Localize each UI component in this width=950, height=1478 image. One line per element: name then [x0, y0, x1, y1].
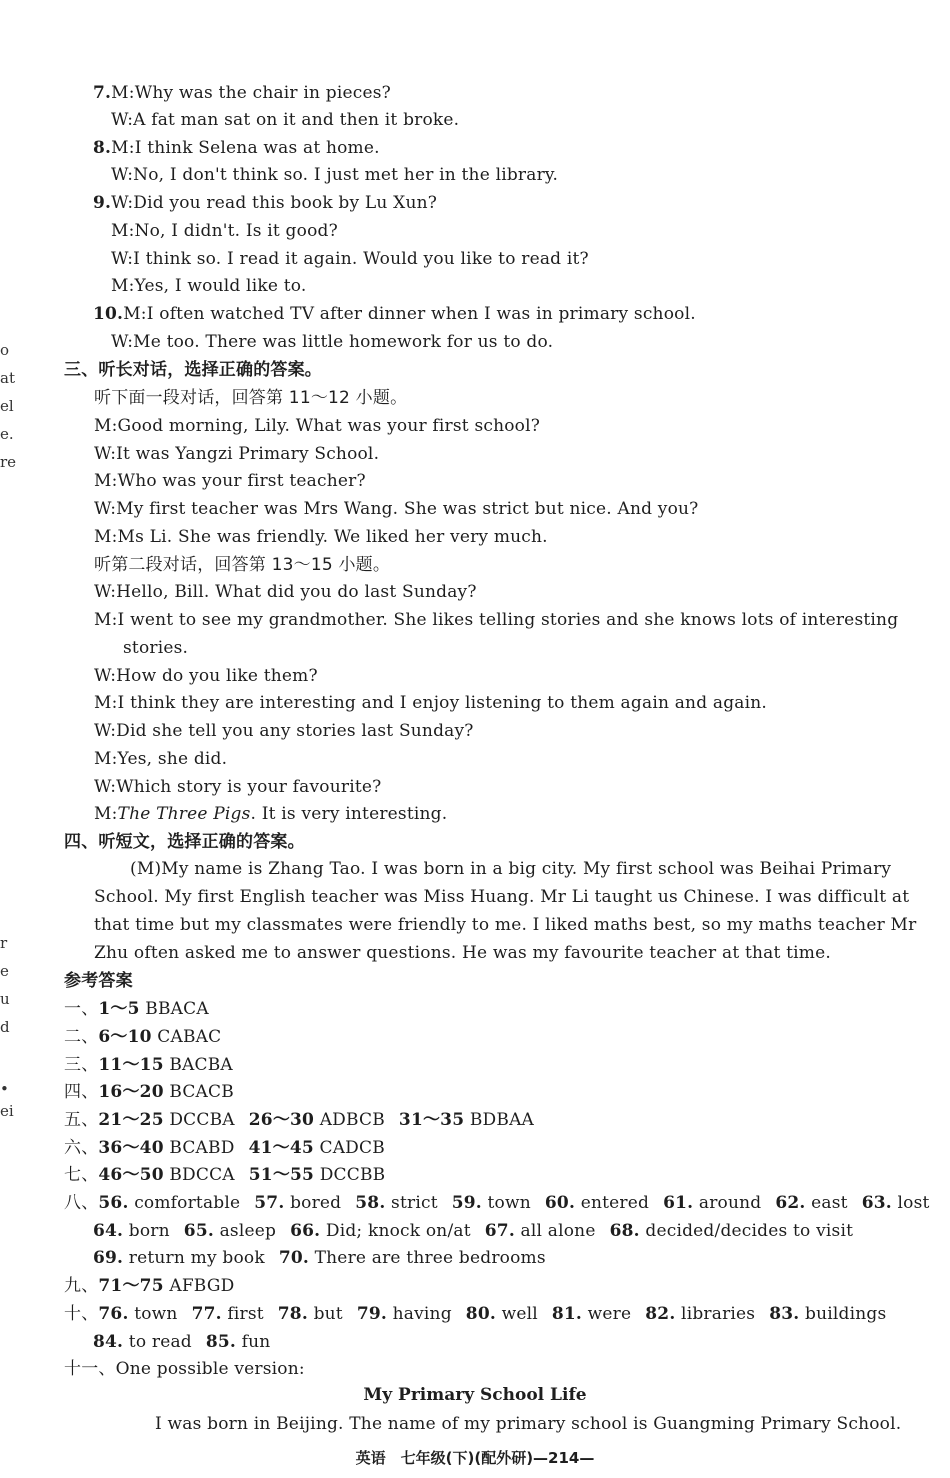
answer-value: town: [481, 1193, 531, 1213]
question-number: 61.: [663, 1193, 694, 1213]
section-number: 九、: [64, 1276, 99, 1296]
question-number: 58.: [355, 1193, 386, 1213]
item-number: 7.: [93, 83, 112, 103]
speaker-label: W:: [94, 721, 117, 741]
dialogue-text: Did you read this book by Lu Xun?: [133, 193, 438, 213]
question-number: 81.: [551, 1304, 583, 1324]
answer-value: asleep: [213, 1221, 277, 1241]
answer-value: CABAC: [151, 1027, 222, 1047]
dialogue-text: My first teacher was Mrs Wang. She was strict but nice. And you?: [116, 499, 699, 519]
dialogue-text: . It is very interesting.: [250, 804, 448, 824]
intro-text: 听下面一段对话，回答第 11～12 小题。: [94, 388, 408, 408]
speaker-label: W:: [111, 332, 134, 352]
item-number: 9.: [93, 193, 112, 213]
question-number: 51～55: [248, 1165, 315, 1185]
dialogue-text: It was Yangzi Primary School.: [116, 444, 380, 464]
question-number: 59.: [451, 1193, 482, 1213]
dialogue-text: Hello, Bill. What did you do last Sunday?: [116, 582, 477, 602]
section-number: 三、: [64, 1055, 99, 1075]
speaker-label: M:: [94, 610, 118, 630]
speaker-label: M:: [111, 276, 135, 296]
question-number: 6～10: [98, 1027, 152, 1047]
dialogue-text: Ms Li. She was friendly. We liked her very much.: [117, 527, 548, 547]
answer-value: town: [128, 1304, 178, 1324]
answer-value: born: [123, 1221, 170, 1241]
section-heading: [64, 358, 322, 382]
dialogue-line: [94, 497, 699, 521]
dialogue-line: [94, 525, 548, 549]
question-number: 56.: [98, 1193, 129, 1213]
dialogue-text: How do you like them?: [116, 666, 318, 686]
dialogue-line: [93, 302, 696, 326]
dialogue-line: [94, 664, 318, 688]
dialogue-text: Why was the chair in pieces?: [134, 83, 391, 103]
answer-value: BCABD: [163, 1138, 235, 1158]
question-number: 79.: [356, 1304, 388, 1324]
passage-line: [94, 885, 909, 909]
answer-value: comfortable: [128, 1193, 241, 1213]
answer-value: lost: [891, 1193, 930, 1213]
essay-title: My Primary School Life: [363, 1385, 587, 1405]
answer-row: [64, 1025, 221, 1049]
margin-fragment: ei: [0, 1102, 14, 1120]
answers-heading-text: 参考答案: [64, 971, 133, 991]
question-number: 62.: [775, 1193, 806, 1213]
speaker-label: M:: [94, 527, 118, 547]
passage-text: School. My first English teacher was Miss Huang. Mr Li taught us Chinese. I was difficult at: [94, 887, 910, 907]
dialogue-text: Which story is your favourite?: [116, 777, 382, 797]
question-number: 78.: [277, 1304, 308, 1324]
dialogue-intro: [94, 386, 407, 410]
intro-text: 听第二段对话，回答第 13～15 小题。: [94, 555, 391, 575]
answer-row: [64, 1136, 385, 1160]
answer-value: around: [693, 1193, 762, 1213]
question-number: 71～75: [98, 1276, 164, 1296]
speaker-label: M:: [111, 221, 135, 241]
question-number: 68.: [609, 1221, 640, 1241]
answer-row: [64, 1274, 234, 1298]
dialogue-text: Did she tell you any stories last Sunday?: [116, 721, 474, 741]
dialogue-line: [111, 330, 553, 354]
answer-row: [64, 1108, 534, 1132]
speaker-label: M:: [94, 416, 118, 436]
dialogue-text: Who was your first teacher?: [117, 471, 366, 491]
question-number: 41～45: [248, 1138, 314, 1158]
speaker-label: W:: [94, 582, 117, 602]
dialogue-text: Yes, she did.: [117, 749, 228, 769]
dialogue-line: [111, 219, 338, 243]
question-number: 21～25: [98, 1110, 164, 1130]
answer-value: east: [805, 1193, 848, 1213]
section-number: 六、: [64, 1138, 99, 1158]
margin-fragment: re: [0, 453, 17, 471]
passage-line: [130, 857, 891, 881]
question-number: 63.: [861, 1193, 892, 1213]
answer-value: BBACA: [139, 999, 209, 1019]
dialogue-text: Good morning, Lily. What was your first school?: [117, 416, 541, 436]
speaker-label: W:: [94, 666, 117, 686]
section-number: 八、: [64, 1193, 99, 1213]
dialogue-line: [93, 136, 380, 160]
section-number: 二、: [64, 1027, 99, 1047]
answer-row: [64, 1163, 385, 1187]
dialogue-line: [94, 442, 379, 466]
question-number: 66.: [290, 1221, 321, 1241]
question-number: 16～20: [98, 1082, 164, 1102]
answer-value: bored: [284, 1193, 342, 1213]
question-number: 36～40: [98, 1138, 164, 1158]
answer-value: There are three bedrooms: [309, 1248, 546, 1268]
answer-row: [93, 1330, 270, 1354]
dialogue-text: No, I didn't. Is it good?: [134, 221, 338, 241]
speaker-label: M:: [111, 138, 135, 158]
question-number: 64.: [93, 1221, 124, 1241]
margin-fragment: u: [0, 990, 10, 1008]
answer-value: buildings: [799, 1304, 887, 1324]
dialogue-text: No, I don't think so. I just met her in the library.: [133, 165, 559, 185]
answer-value: but: [307, 1304, 343, 1324]
speaker-label: M:: [123, 304, 147, 324]
answer-row: [64, 1053, 233, 1077]
answer-value: CADCB: [313, 1138, 385, 1158]
answer-row: [93, 1246, 546, 1270]
answer-value: return my book: [123, 1248, 265, 1268]
dialogue-line: [93, 81, 391, 105]
answer-value: having: [387, 1304, 452, 1324]
speaker-label: W:: [94, 499, 117, 519]
dialogue-line: [94, 775, 381, 799]
dialogue-line: [123, 636, 188, 660]
section-heading-text: 四、听短文，选择正确的答案。: [64, 832, 305, 852]
section-heading-text: 三、听长对话，选择正确的答案。: [64, 360, 322, 380]
question-number: 80.: [465, 1304, 496, 1324]
question-number: 67.: [484, 1221, 515, 1241]
question-number: 85.: [205, 1332, 237, 1352]
dialogue-text: I think they are interesting and I enjoy listening to them again and again.: [117, 693, 768, 713]
item-number: 8.: [93, 138, 112, 158]
dialogue-line: [94, 580, 477, 604]
question-number: 70.: [278, 1248, 310, 1268]
dialogue-text: stories.: [123, 638, 189, 658]
dialogue-line: [94, 469, 366, 493]
question-number: 46～50: [98, 1165, 164, 1185]
question-number: 57.: [254, 1193, 285, 1213]
writing-prompt: [64, 1357, 305, 1381]
answer-value: Did; knock on/at: [320, 1221, 471, 1241]
dialogue-line: [93, 191, 437, 215]
answer-value: strict: [385, 1193, 438, 1213]
answer-row: [64, 1080, 234, 1104]
margin-fragment: at: [0, 369, 15, 387]
dialogue-text: I think Selena was at home.: [134, 138, 380, 158]
passage-text: that time but my classmates were friendly to me. I liked maths best, so my maths teacher Mr: [94, 915, 917, 935]
section-number: 一、: [64, 999, 99, 1019]
question-number: 11～15: [98, 1055, 164, 1075]
speaker-label: W:: [111, 249, 134, 269]
answer-row: [93, 1219, 853, 1243]
answer-value: DCCBB: [314, 1165, 386, 1185]
speaker-label: W:: [111, 193, 134, 213]
question-number: 82.: [645, 1304, 676, 1324]
question-number: 60.: [544, 1193, 576, 1213]
dialogue-line: [94, 608, 898, 632]
margin-fragment: e.: [0, 425, 14, 443]
question-number: 65.: [183, 1221, 214, 1241]
dialogue-line: [94, 747, 227, 771]
answer-row: [64, 1302, 886, 1326]
speaker-label: M:: [94, 693, 118, 713]
passage-text: (M)My name is Zhang Tao. I was born in a big city. My first school was Beihai Primary: [130, 859, 892, 879]
dialogue-line: [94, 414, 540, 438]
passage-line: [94, 913, 916, 937]
margin-fragment: •: [0, 1080, 9, 1098]
answer-row: [64, 997, 209, 1021]
answer-value: BDBAA: [464, 1110, 535, 1130]
question-number: 69.: [93, 1248, 124, 1268]
speaker-label: W:: [111, 110, 134, 130]
dialogue-line: [111, 108, 459, 132]
item-number: 10.: [93, 304, 124, 324]
margin-fragment: e: [0, 962, 9, 980]
section-number: 七、: [64, 1165, 99, 1185]
speaker-label: W:: [94, 777, 117, 797]
question-number: 76.: [98, 1304, 129, 1324]
question-number: 31～35: [398, 1110, 465, 1130]
margin-fragment: el: [0, 397, 14, 415]
answer-value: BCACB: [163, 1082, 234, 1102]
answer-row: [64, 1191, 930, 1215]
question-number: 26～30: [248, 1110, 315, 1130]
dialogue-text: I went to see my grandmother. She likes telling stories and she knows lots of interesting: [117, 610, 899, 630]
essay-first-line: I was born in Beijing. The name of my primary school is Guangming Primary School.: [155, 1414, 902, 1434]
answer-value: entered: [575, 1193, 650, 1213]
dialogue-line: [94, 691, 767, 715]
speaker-label: M:: [94, 749, 118, 769]
answer-value: well: [495, 1304, 538, 1324]
speaker-label: M:: [94, 804, 118, 824]
answer-value: BACBA: [163, 1055, 233, 1075]
answer-value: decided/decides to visit: [639, 1221, 854, 1241]
answer-value: BDCCA: [163, 1165, 235, 1185]
speaker-label: W:: [111, 165, 134, 185]
page-footer: 英语 七年级(下)(配外研)—214—: [355, 1449, 595, 1467]
section-number: 四、: [64, 1082, 99, 1102]
answer-value: AFBGD: [163, 1276, 235, 1296]
dialogue-line: [111, 247, 589, 271]
question-number: 84.: [93, 1332, 124, 1352]
answer-value: to read: [123, 1332, 192, 1352]
section-number: 五、: [64, 1110, 99, 1130]
question-number: 77.: [191, 1304, 222, 1324]
speaker-label: M:: [111, 83, 135, 103]
speaker-label: W:: [94, 444, 117, 464]
passage-line: [94, 941, 831, 965]
question-number: 83.: [769, 1304, 800, 1324]
answer-value: fun: [236, 1332, 271, 1352]
answer-value: libraries: [675, 1304, 756, 1324]
passage-text: Zhu often asked me to answer questions. He was my favourite teacher at that time.: [94, 943, 831, 963]
answer-value: were: [582, 1304, 632, 1324]
writing-prompt-text: 十一、One possible version:: [64, 1359, 305, 1379]
dialogue-text: Me too. There was little homework for us to do.: [133, 332, 554, 352]
story-title: The Three Pigs: [117, 804, 251, 824]
dialogue-text: A fat man sat on it and then it broke.: [133, 110, 460, 130]
section-heading: [64, 830, 305, 854]
question-number: 1～5: [98, 999, 140, 1019]
dialogue-text: I think so. I read it again. Would you like to read it?: [133, 249, 589, 269]
dialogue-intro: [94, 553, 390, 577]
margin-fragment: o: [0, 341, 10, 359]
dialogue-line: [111, 163, 558, 187]
dialogue-line: [94, 802, 447, 826]
margin-fragment: d: [0, 1018, 10, 1036]
dialogue-line: [94, 719, 474, 743]
dialogue-line: [111, 274, 306, 298]
answer-value: DCCBA: [163, 1110, 235, 1130]
dialogue-text: I often watched TV after dinner when I was in primary school.: [146, 304, 696, 324]
answers-heading: [64, 969, 133, 993]
answer-value: all alone: [514, 1221, 596, 1241]
speaker-label: M:: [94, 471, 118, 491]
margin-fragment: r: [0, 934, 8, 952]
section-number: 十、: [64, 1304, 99, 1324]
answer-value: ADBCB: [314, 1110, 385, 1130]
answer-value: first: [221, 1304, 264, 1324]
dialogue-text: Yes, I would like to.: [134, 276, 307, 296]
